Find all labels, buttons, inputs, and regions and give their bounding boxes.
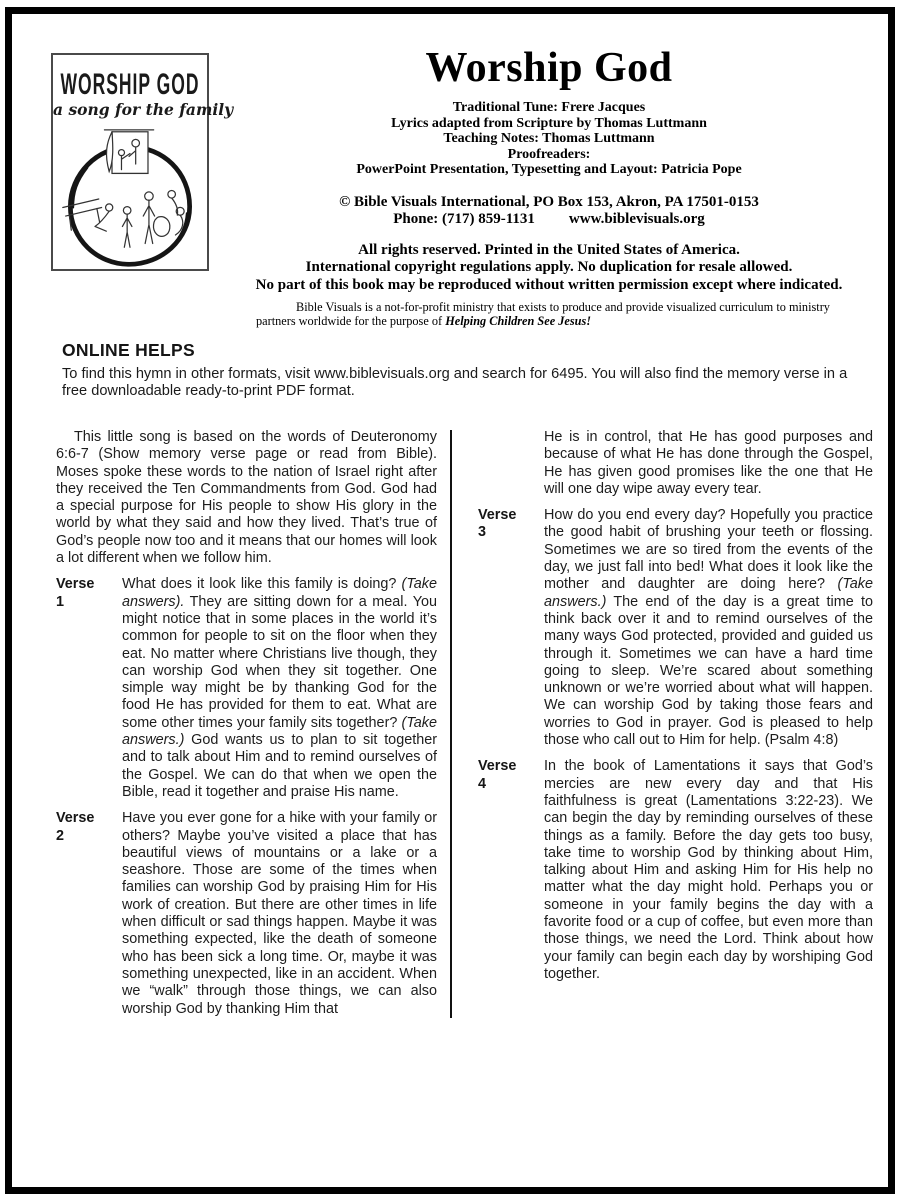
online-helps-section: [62, 340, 874, 400]
ministry-note-motto: Helping Children See Jesus!: [445, 314, 592, 329]
header: [220, 46, 878, 328]
rights-line-3: No part of this book may be reproduced without written permission except where indicated.: [255, 276, 843, 293]
credit-line-layout: PowerPoint Presentation, Typesetting and Layout: Patricia Pope: [356, 162, 742, 178]
verse-3-block: [478, 507, 873, 749]
left-column: [56, 429, 437, 1027]
verse-3-seg-0: How do you end every day? Hopefully you practice the good habit of brushing your teeth or flossing. Sometimes we are so tired from the events of the day, we just fall into bed! What does it look like the mother and daughter are doing here?: [544, 507, 873, 593]
column-divider: [450, 430, 452, 1018]
verse-3-seg-2: The end of the day is a great time to think back over it and to remind ourselves of the many ways God protected, provided and guided us through it. Sometimes we can have a hard time going to sleep. We’re scared about something unknown or we’re worried about what will happen. We can worship God by taking those fears and worries to God in prayer. God is pleased to help those who call out to Him for help. (Psalm 4:8): [544, 593, 873, 749]
verse-2-continuation-block: [478, 429, 873, 498]
ministry-note-text: Bible Visuals is a not-for-profit ministry that exists to produce and provide visualized curriculum to ministry partners worldwide for the purpose of: [256, 300, 830, 329]
verse-4-text: In the book of Lamentations it says that God’s mercies are new every day and that His faithfulness is great (Lamentations 3:22-23). We can begin the day by reminding ourselves of these things as a family. Before the day gets too busy, take time to worship God by thinking about Him, talking about Him and asking Him for His help no matter what the day might hold. Perhaps you or someone in your family begins the day with a favorite food or a cup of coffee, but even more than those things, we need the Lord. Think about how your family can begin each day by worshiping God together.: [544, 758, 873, 982]
phone-number: Phone: (717) 859-1131: [393, 210, 535, 227]
verse-2-label: Verse 2: [56, 810, 95, 844]
verse-4-label: Verse 4: [478, 758, 517, 792]
phone-website-line: [220, 211, 878, 228]
verse-2-continuation-text: He is in control, that He has good purposes and because of what He has done through the Gospel, He has given good promises like the one that He will one day wipe away every tear.: [544, 429, 873, 497]
logo-title: WORSHIP GOD: [60, 67, 200, 101]
verse-3-label: Verse 3: [478, 507, 517, 541]
credit-line-lyrics: Lyrics adapted from Scripture by Thomas Luttmann: [391, 115, 707, 131]
logo-box: [51, 53, 234, 271]
verse-1-seg-1: (Take answers).: [122, 576, 437, 610]
verse-1-seg-4: God wants us to plan to sit together and to talk about Him and to remind ourselves of the Gospel. We can do that when we open the Bible, read it together and praise His name.: [122, 732, 437, 800]
intro-paragraph: This little song is based on the words of Deuteronomy 6:6-7 (Show memory verse page or read from Bible). Moses spoke these words to the nation of Israel right after they received the Ten Commandments from God. God had a special purpose for His people to show His glory in the world by what they said and how they lived. That’s true of God’s people now too and it means that our homes will look a lot different when we follow him.: [56, 429, 437, 567]
right-column: [478, 429, 873, 1027]
ministry-note: [256, 300, 864, 328]
teaching-notes: [56, 429, 873, 1027]
credit-line-proofreaders: Proofreaders:: [507, 146, 591, 162]
online-helps-text: To find this hymn in other formats, visit www.biblevisuals.org and search for 6495. You will also find the memory verse in a free downloadable ready-to-print PDF format.: [62, 366, 848, 399]
rights-line-2: International copyright regulations apply. No duplication for resale allowed.: [305, 259, 793, 276]
rights-line-1: All rights reserved. Printed in the United States of America.: [358, 241, 740, 258]
verse-1-seg-3: (Take answers.): [122, 714, 437, 749]
credit-line-notes: Teaching Notes: Thomas Luttmann: [443, 131, 655, 147]
online-helps-heading: ONLINE HELPS: [62, 340, 195, 360]
verse-1-seg-2: They are sitting down for a meal. You might notice that in some places in the world it’s common for people to sit on the floor when they eat. No matter where Christians live though, they can worship God when they sit together. One simple way might be by thanking God for the food He has provided for them to eat. What are some other times your family sits together?: [122, 593, 437, 731]
logo-title-wrap: [53, 67, 207, 101]
publisher-line: © Bible Visuals International, PO Box 153, Akron, PA 17501-0153: [339, 193, 759, 210]
verse-2-text: Have you ever gone for a hike with your family or others? Maybe you’ve visited a place that has beautiful views of mountains or a lake or a seashore. Those are some of the times when families can worship God by praising Him for His work of creation. But there are other times in life when difficult or sad things happen. Maybe it was something expected, like the death of someone who has been sick a long time. Or, maybe it was something unexpected, like in an accident. When we “walk” through those things, we can also worship God by thanking Him that: [122, 810, 437, 1017]
verse-3-text: [544, 507, 873, 749]
verse-3-seg-1: (Take answers.): [544, 576, 873, 610]
page-title: Worship God: [425, 45, 673, 91]
verse-4-block: [478, 758, 873, 983]
family-worship-illustration: [59, 123, 201, 275]
credits-block: [220, 100, 878, 178]
verse-1-block: [56, 576, 437, 801]
verse-1-label: Verse 1: [56, 576, 95, 610]
verse-1-text: [122, 576, 437, 801]
contact-block: [220, 194, 878, 228]
verse-2-continuation-spacer: [478, 429, 527, 498]
rights-block: [220, 242, 878, 294]
website-url: www.biblevisuals.org: [568, 210, 705, 227]
verse-2-block: [56, 810, 437, 1018]
credit-line-tune: Traditional Tune: Frere Jacques: [452, 100, 646, 115]
verse-1-seg-0: What does it look like this family is doing?: [122, 576, 402, 593]
logo-subtitle: a song for the family: [53, 100, 234, 119]
